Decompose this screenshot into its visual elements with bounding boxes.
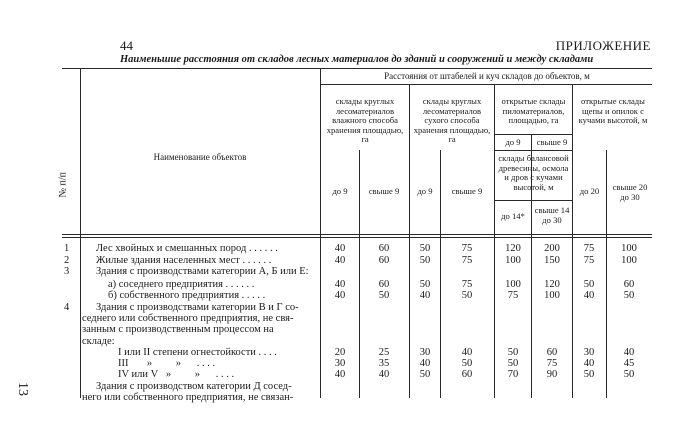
row-label: занным с производственным процессом на xyxy=(82,324,274,335)
value-cell: 120 xyxy=(505,243,521,254)
value-cell: 50 xyxy=(623,290,635,301)
value-cell: 100 xyxy=(505,279,521,290)
row-label: Здания с производствами категории В и Г со- xyxy=(96,302,299,313)
span-header: Расстояния от штабелей и куч складов до объектов, м xyxy=(384,71,590,81)
value-cell: 50 xyxy=(583,279,595,290)
sub-g3d: свыше 14 до 30 xyxy=(534,205,570,225)
value-cell: 75 xyxy=(461,243,473,254)
value-cell: 150 xyxy=(544,255,560,266)
value-cell: 50 xyxy=(378,290,390,301)
value-cell: 200 xyxy=(544,243,560,254)
value-cell: 100 xyxy=(621,243,637,254)
sub-g4b: свыше 20 до 30 xyxy=(612,182,648,202)
value-cell: 60 xyxy=(378,255,390,266)
row-label: Здания с производством категории Д сосед- xyxy=(96,381,292,392)
value-cell: 40 xyxy=(419,358,431,369)
group-header-dry: склады круглых лесоматериалов сухого способа хранения площадью, га xyxy=(413,96,491,144)
value-cell: 40 xyxy=(334,243,346,254)
value-cell: 20 xyxy=(334,347,346,358)
value-cell: 100 xyxy=(621,255,637,266)
value-cell: 50 xyxy=(419,243,431,254)
row-label: Жилые здания населенных мест . . . . . . xyxy=(96,255,272,266)
value-cell: 50 xyxy=(461,358,473,369)
value-cell: 40 xyxy=(334,255,346,266)
row-label: III » » . . . . xyxy=(118,358,216,369)
value-cell: 120 xyxy=(544,279,560,290)
value-cell: 50 xyxy=(419,255,431,266)
side-page-number: 13 xyxy=(15,382,30,396)
row-label: I или II степени огнестойкости . . . . xyxy=(118,347,277,358)
col-number-header: № п/п xyxy=(57,171,69,198)
value-cell: 30 xyxy=(419,347,431,358)
value-cell: 50 xyxy=(507,358,519,369)
value-cell: 100 xyxy=(544,290,560,301)
value-cell: 40 xyxy=(419,290,431,301)
value-cell: 75 xyxy=(583,243,595,254)
value-cell: 45 xyxy=(623,358,635,369)
table-title: Наименьшие расстояния от складов лесных материалов до зданий и сооружений и между складами xyxy=(120,54,594,65)
value-cell: 60 xyxy=(378,279,390,290)
value-cell: 50 xyxy=(583,369,595,380)
group-header-lumber: открытые склады пиломатериалов, площадью, га xyxy=(501,96,566,125)
value-cell: 40 xyxy=(334,290,346,301)
value-cell: 60 xyxy=(378,243,390,254)
value-cell: 75 xyxy=(507,290,519,301)
sub-g2b: свыше 9 xyxy=(451,186,483,196)
value-cell: 50 xyxy=(623,369,635,380)
value-cell: 90 xyxy=(546,369,558,380)
sub-g3a: до 9 xyxy=(505,137,521,147)
row-label: IV или V » » . . . . xyxy=(118,369,235,380)
value-cell: 30 xyxy=(583,347,595,358)
row-number: 2 xyxy=(64,255,70,266)
row-label: Здания с производствами категории А, Б или Е: xyxy=(96,266,309,277)
value-cell: 100 xyxy=(505,255,521,266)
value-cell: 50 xyxy=(461,290,473,301)
sub-g3-note: склады балансовой древесины, осмола и дров с кучами высотой, м xyxy=(498,153,569,192)
sub-g3c: до 14* xyxy=(501,211,525,221)
value-cell: 75 xyxy=(546,358,558,369)
row-number: 3 xyxy=(64,266,70,277)
value-cell: 70 xyxy=(507,369,519,380)
group-header-chips: открытые склады щепы и опилок с кучами высотой, м xyxy=(578,96,648,125)
value-cell: 50 xyxy=(507,347,519,358)
value-cell: 60 xyxy=(623,279,635,290)
value-cell: 35 xyxy=(378,358,390,369)
col-name-header: Наименование объектов xyxy=(153,152,247,162)
value-cell: 40 xyxy=(334,369,346,380)
group-header-wet: склады круглых лесоматериалов влажного способа хранения площадью, га xyxy=(326,96,404,144)
value-cell: 40 xyxy=(461,347,473,358)
sub-g3b: свыше 9 xyxy=(536,137,568,147)
row-label: б) собственного предприятия . . . . . xyxy=(108,290,266,301)
sub-g2a: до 9 xyxy=(417,186,433,196)
row-number: 1 xyxy=(64,243,70,254)
value-cell: 75 xyxy=(461,255,473,266)
value-cell: 30 xyxy=(334,358,346,369)
value-cell: 60 xyxy=(546,347,558,358)
sub-g4a: до 20 xyxy=(579,186,600,196)
row-number: 4 xyxy=(64,302,70,313)
row-label: него или собственного предприятия, не связан- xyxy=(82,392,294,403)
row-label: седнего или собственного предприятия, не свя- xyxy=(82,313,294,324)
value-cell: 40 xyxy=(583,358,595,369)
row-label: а) соседнего предприятия . . . . . . xyxy=(108,279,255,290)
value-cell: 75 xyxy=(461,279,473,290)
sub-g1a: до 9 xyxy=(332,186,348,196)
row-label: складе: xyxy=(82,336,115,347)
value-cell: 40 xyxy=(334,279,346,290)
value-cell: 25 xyxy=(378,347,390,358)
sub-g1b: свыше 9 xyxy=(368,186,400,196)
row-label: Лес хвойных и смешанных пород . . . . . . xyxy=(96,243,278,254)
value-cell: 50 xyxy=(419,369,431,380)
value-cell: 40 xyxy=(583,290,595,301)
value-cell: 40 xyxy=(378,369,390,380)
value-cell: 40 xyxy=(623,347,635,358)
value-cell: 75 xyxy=(583,255,595,266)
appendix-heading: ПРИЛОЖЕНИЕ xyxy=(555,38,651,53)
page-number: 44 xyxy=(120,38,133,53)
value-cell: 60 xyxy=(461,369,473,380)
value-cell: 50 xyxy=(419,279,431,290)
